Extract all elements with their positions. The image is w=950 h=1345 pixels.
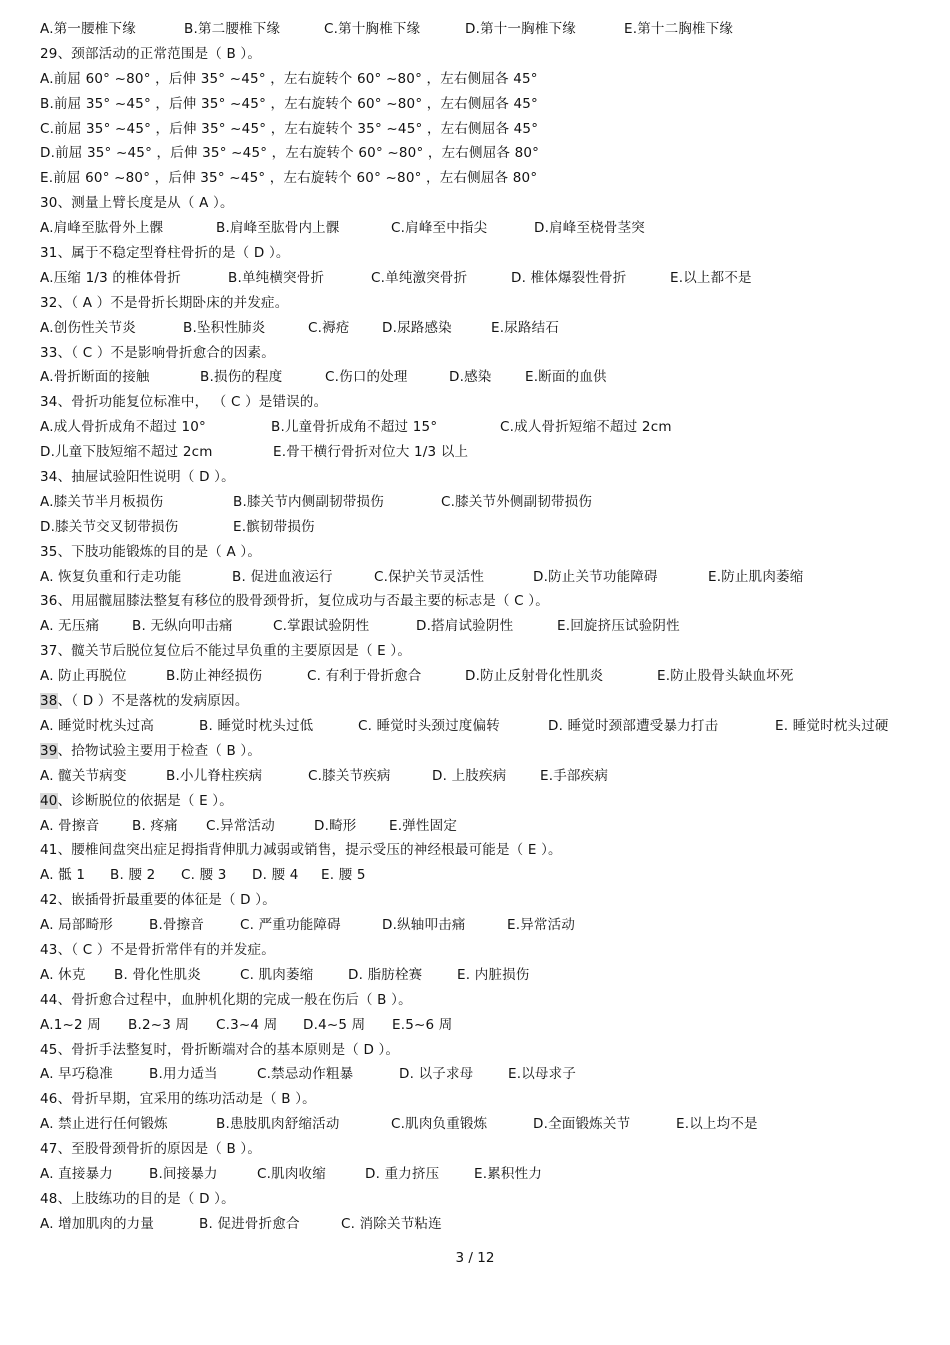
option-text: B.2~3 周 <box>128 1016 190 1033</box>
option-text: C.禁忌动作粗暴 <box>257 1066 354 1083</box>
option-text: D.肩峰至桡骨茎突 <box>534 220 645 237</box>
option-text: A.肩峰至肱骨外上髁 <box>40 220 164 237</box>
text-line <box>40 814 935 839</box>
option-text: A. 骶 1 <box>40 867 86 884</box>
option-text: D. 以子求母 <box>399 1066 474 1083</box>
option-text: D.搭肩试验阴性 <box>416 618 514 635</box>
option-text: A.骨折断面的接触 <box>40 369 150 386</box>
text-line <box>40 92 935 117</box>
option-text: E.髌韧带损伤 <box>233 518 315 535</box>
text-line <box>40 689 935 714</box>
document-body <box>40 17 935 1237</box>
option-text: A. 无压痛 <box>40 618 100 635</box>
line-text: 44、骨折愈合过程中，血肿机化期的完成一般在伤后（ B ）。 <box>40 991 412 1008</box>
line-text: 42、嵌插骨折最重要的体征是（ D ）。 <box>40 892 276 909</box>
option-text: E.防止股骨头缺血坏死 <box>657 668 794 685</box>
line-text: 43、（ C ）不是骨折常伴有的并发症。 <box>40 941 275 958</box>
option-text: D.尿路感染 <box>382 319 452 336</box>
text-line <box>40 1087 935 1112</box>
option-text: A. 局部畸形 <box>40 917 113 934</box>
option-text: E.累积性力 <box>474 1165 543 1182</box>
option-text: A.1~2 周 <box>40 1016 101 1033</box>
option-text: E.手部疾病 <box>540 767 609 784</box>
option-text: D. 椎体爆裂性骨折 <box>511 269 627 286</box>
option-text: A. 早巧稳准 <box>40 1066 113 1083</box>
text-line <box>40 266 935 291</box>
option-text: C.膝关节外侧副韧带损伤 <box>441 493 593 510</box>
option-text: C.膝关节疾病 <box>308 767 391 784</box>
option-text: D. 睡觉时颈部遭受暴力打击 <box>548 717 719 734</box>
text-line <box>40 888 935 913</box>
text-line <box>40 316 935 341</box>
option-text: D.防止反射骨化性肌炎 <box>465 668 604 685</box>
option-text: E.以上均不是 <box>676 1116 758 1133</box>
option-text: E.防止肌肉萎缩 <box>708 568 804 585</box>
option-text: A. 直接暴力 <box>40 1165 113 1182</box>
line-text: 36、用屈髋屈膝法整复有移位的股骨颈骨折，复位成功与否最主要的标志是（ C ）。 <box>40 593 549 610</box>
option-text: B.患肢肌肉舒缩活动 <box>216 1116 340 1133</box>
option-text: D.纵轴叩击痛 <box>382 917 466 934</box>
option-text: C. 有利于骨折愈合 <box>307 668 422 685</box>
text-line <box>40 838 935 863</box>
text-line <box>40 141 935 166</box>
text-line <box>40 440 935 465</box>
text-line <box>40 67 935 92</box>
option-text: A.第一腰椎下缘 <box>40 21 136 37</box>
option-text: E. 腰 5 <box>321 867 366 884</box>
page-number: 3 / 12 <box>455 1250 495 1266</box>
text-line <box>40 1013 935 1038</box>
text-line <box>40 639 935 664</box>
text-line <box>40 1062 935 1087</box>
option-text: B. 骨化性肌炎 <box>114 966 201 983</box>
option-text: B.坠积性肺炎 <box>183 319 266 336</box>
text-line <box>40 490 935 515</box>
text-line <box>40 17 935 42</box>
option-text: B. 促进血液运行 <box>232 568 333 585</box>
line-text: 46、骨折早期，宜采用的练功活动是（ B ）。 <box>40 1091 316 1108</box>
option-text: A. 禁止进行任何锻炼 <box>40 1116 168 1133</box>
text-line <box>40 1038 935 1063</box>
line-text: B.前屈 35° ~45° ，后伸 35° ~45° ，左右旋转个 60° ~80° ，左右侧屈各 45° <box>40 95 538 112</box>
text-line <box>40 988 935 1013</box>
option-text: D. 上肢疾病 <box>432 767 507 784</box>
option-text: E.弹性固定 <box>389 817 458 834</box>
option-text: B. 腰 2 <box>110 867 156 884</box>
option-text: B. 疼痛 <box>132 817 178 834</box>
text-line <box>40 42 935 67</box>
option-text: A.压缩 1/3 的椎体骨折 <box>40 269 181 286</box>
text-line <box>40 714 935 739</box>
line-text: 33、（ C ）不是影响骨折愈合的因素。 <box>40 344 275 361</box>
option-text: A.创伤性关节炎 <box>40 319 136 336</box>
option-text: D.畸形 <box>314 817 357 834</box>
option-text: D.儿童下肢短缩不超过 2cm <box>40 444 213 461</box>
text-line <box>40 1137 935 1162</box>
option-text: A. 恢复负重和行走功能 <box>40 568 182 585</box>
option-text: D.膝关节交叉韧带损伤 <box>40 518 179 535</box>
option-text: A.成人骨折成角不超过 10° <box>40 419 207 436</box>
line-text: 29、颈部活动的正常范围是（ B ）。 <box>40 45 262 62</box>
option-text: E.断面的血供 <box>525 369 607 386</box>
question-number-highlight: 38 <box>40 693 58 710</box>
option-text: D.全面锻炼关节 <box>533 1116 631 1133</box>
option-text: B. 无纵向叩击痛 <box>132 618 233 635</box>
option-text: C. 睡觉时头颈过度偏转 <box>358 717 500 734</box>
line-text: 40、诊断脱位的依据是（ E ）。 <box>40 792 233 809</box>
line-text: 37、髋关节后脱位复位后不能过早负重的主要原因是（ E ）。 <box>40 643 412 660</box>
line-text: 41、腰椎间盘突出症足拇指背伸肌力减弱或销售，提示受压的神经根最可能是（ E ）。 <box>40 842 562 859</box>
text-line <box>40 913 935 938</box>
option-text: C.保护关节灵活性 <box>374 568 485 585</box>
option-text: B.第二腰椎下缘 <box>184 21 281 37</box>
option-text: C.成人骨折短缩不超过 2cm <box>500 419 672 436</box>
option-text: A.膝关节半月板损伤 <box>40 493 164 510</box>
text-line <box>40 789 935 814</box>
line-text: 35、下肢功能锻炼的目的是（ A ）。 <box>40 543 262 560</box>
option-text: C.单纯激突骨折 <box>371 269 468 286</box>
option-text: C.掌跟试验阴性 <box>273 618 370 635</box>
line-text: 45、骨折手法整复时，骨折断端对合的基本原则是（ D ）。 <box>40 1041 400 1058</box>
line-text: 31、属于不稳定型脊柱骨折的是（ D ）。 <box>40 245 290 262</box>
option-text: A. 防止再脱位 <box>40 668 127 685</box>
option-text: E.异常活动 <box>507 917 576 934</box>
option-text: A. 髋关节病变 <box>40 767 127 784</box>
text-line <box>40 764 935 789</box>
text-line <box>40 241 935 266</box>
text-line <box>40 117 935 142</box>
option-text: B.间接暴力 <box>149 1165 218 1182</box>
option-text: E.骨干横行骨折对位大 1/3 以上 <box>273 444 469 461</box>
option-text: B.膝关节内侧副韧带损伤 <box>233 493 384 510</box>
text-line <box>40 739 935 764</box>
option-text: E. 睡觉时枕头过硬 <box>775 717 889 734</box>
option-text: C. 消除关节粘连 <box>341 1215 442 1232</box>
question-number-highlight: 39 <box>40 742 58 759</box>
option-text: B.防止神经损伤 <box>166 668 263 685</box>
option-text: C.褥疮 <box>308 319 350 336</box>
line-text: 32、（ A ）不是骨折长期卧床的并发症。 <box>40 294 289 311</box>
text-line <box>40 465 935 490</box>
option-text: A. 睡觉时枕头过高 <box>40 717 155 734</box>
text-line <box>40 216 935 241</box>
option-text: A. 休克 <box>40 966 86 983</box>
option-text: D.感染 <box>449 369 492 386</box>
text-line <box>40 365 935 390</box>
text-line <box>40 1212 935 1237</box>
option-text: D.4~5 周 <box>303 1016 366 1033</box>
line-text: 34、抽屉试验阳性说明（ D ）。 <box>40 469 235 486</box>
text-line <box>40 540 935 565</box>
text-line <box>40 963 935 988</box>
line-text: C.前屈 35° ~45° ，后伸 35° ~45° ，左右旋转个 35° ~45° ，左右侧屈各 45° <box>40 120 539 137</box>
line-text: 38、（ D ）不是落枕的发病原因。 <box>40 693 249 710</box>
option-text: C.第十胸椎下缘 <box>324 21 421 37</box>
option-text: E.5~6 周 <box>392 1016 453 1033</box>
option-text: B.用力适当 <box>149 1066 218 1083</box>
text-line <box>40 614 935 639</box>
option-text: B.肩峰至肱骨内上髁 <box>216 220 340 237</box>
text-line <box>40 515 935 540</box>
option-text: E.尿路结石 <box>491 319 560 336</box>
option-text: A. 骨擦音 <box>40 817 100 834</box>
option-text: A. 增加肌肉的力量 <box>40 1215 155 1232</box>
line-text: 39、拾物试验主要用于检查（ B ）。 <box>40 742 262 759</box>
option-text: D. 腰 4 <box>252 867 299 884</box>
text-line <box>40 390 935 415</box>
option-text: B.儿童骨折成角不超过 15° <box>271 419 438 436</box>
option-text: E.回旋挤压试验阴性 <box>557 618 680 635</box>
option-text: E.第十二胸椎下缘 <box>624 21 734 37</box>
option-text: C. 肌肉萎缩 <box>240 966 314 983</box>
option-text: B.小儿脊柱疾病 <box>166 767 263 784</box>
option-text: D. 脂肪栓赛 <box>348 966 423 983</box>
line-text: 34、骨折功能复位标准中， （ C ）是错误的。 <box>40 394 328 411</box>
option-text: D. 重力挤压 <box>365 1165 440 1182</box>
text-line <box>40 664 935 689</box>
line-text: D.前屈 35° ~45° ，后伸 35° ~45° ，左右旋转个 60° ~80° ，左右侧屈各 80° <box>40 145 540 162</box>
text-line <box>40 1112 935 1137</box>
option-text: E. 内脏损伤 <box>457 966 530 983</box>
text-line <box>40 415 935 440</box>
option-text: B. 促进骨折愈合 <box>199 1215 300 1232</box>
option-text: C.伤口的处理 <box>325 369 408 386</box>
line-text: E.前屈 60° ~80° ，后伸 35° ~45° ，左右旋转个 60° ~80° ，左右侧屈各 80° <box>40 170 538 187</box>
option-text: B.单纯横突骨折 <box>228 269 325 286</box>
line-text: 48、上肢练功的目的是（ D ）。 <box>40 1190 235 1207</box>
text-line <box>40 291 935 316</box>
option-text: C.异常活动 <box>206 817 275 834</box>
option-text: C.肩峰至中指尖 <box>391 220 488 237</box>
text-line <box>40 166 935 191</box>
text-line <box>40 589 935 614</box>
option-text: C.肌肉收缩 <box>257 1165 326 1182</box>
option-text: B.损伤的程度 <box>200 369 283 386</box>
text-line <box>40 565 935 590</box>
text-line <box>40 1162 935 1187</box>
option-text: C. 腰 3 <box>181 867 227 884</box>
line-text: 47、至股骨颈骨折的原因是（ B ）。 <box>40 1141 262 1158</box>
option-text: C.3~4 周 <box>216 1016 278 1033</box>
option-text: C. 严重功能障碍 <box>240 917 341 934</box>
text-line <box>40 863 935 888</box>
text-line <box>40 191 935 216</box>
text-line <box>40 938 935 963</box>
option-text: B. 睡觉时枕头过低 <box>199 717 314 734</box>
option-text: E.以上都不是 <box>670 269 752 286</box>
text-line <box>40 1187 935 1212</box>
option-text: C.肌肉负重锻炼 <box>391 1116 488 1133</box>
line-text: A.前屈 60° ~80° ，后伸 35° ~45° ，左右旋转个 60° ~80° ，左右侧屈各 45° <box>40 70 538 87</box>
question-number-highlight: 40 <box>40 792 58 809</box>
option-text: B.骨擦音 <box>149 917 205 934</box>
text-line <box>40 341 935 366</box>
option-text: D.防止关节功能障碍 <box>533 568 658 585</box>
option-text: D.第十一胸椎下缘 <box>465 21 576 37</box>
line-text: 30、测量上臂长度是从（ A ）。 <box>40 195 234 212</box>
option-text: E.以母求子 <box>508 1066 577 1083</box>
